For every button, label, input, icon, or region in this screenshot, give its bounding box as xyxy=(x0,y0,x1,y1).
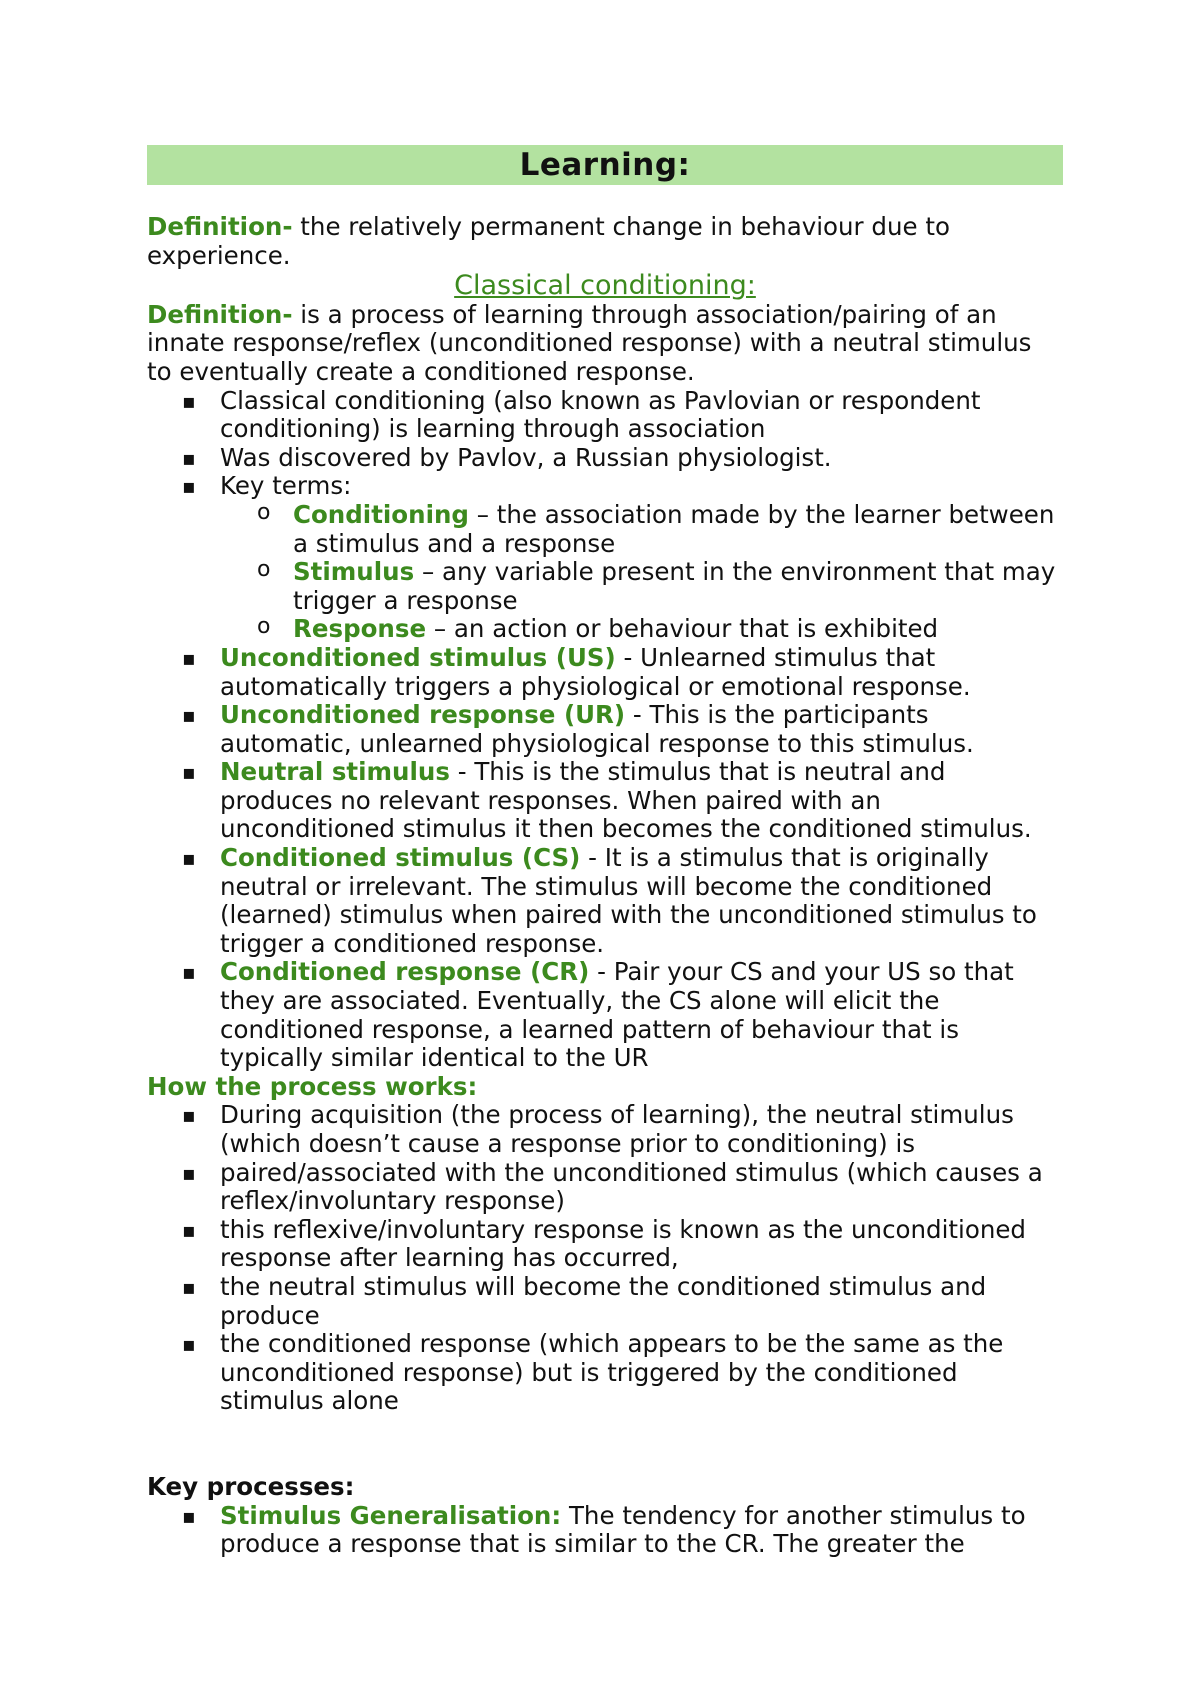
definition-label: Definition- xyxy=(147,212,293,241)
term-text: The tendency for another stimulus to produce a response that is similar to the CR. The greater the xyxy=(220,1500,1026,1559)
list-item xyxy=(147,758,1063,844)
list-item-text: the neutral stimulus will become the conditioned stimulus and produce xyxy=(220,1271,987,1330)
list-item-text: paired/associated with the unconditioned stimulus (which causes a reflex/involuntary response) xyxy=(220,1157,1043,1216)
list-item xyxy=(147,958,1063,1072)
document-page xyxy=(147,145,1063,1559)
term-label: Response xyxy=(293,614,427,644)
list-item xyxy=(147,444,1063,473)
definition-label: Definition- xyxy=(147,299,293,329)
process-heading: How the process works: xyxy=(147,1071,478,1101)
list-item xyxy=(220,558,1063,615)
term-label: Neutral stimulus xyxy=(220,757,450,787)
term-text: - Unlearned stimulus that automatically triggers a physiological or emotional response. xyxy=(220,642,971,701)
definition-text: is a process of learning through association/pairing of an innate response/reflex (unconditioned response) with a neutral stimulus to eventually create a conditioned response. xyxy=(147,299,1032,386)
list-item xyxy=(147,644,1063,701)
list-item xyxy=(147,1330,1063,1416)
list-item xyxy=(147,701,1063,758)
list-item-text: During acquisition (the process of learning), the neutral stimulus (which doesn’t cause a response prior to conditioning) is xyxy=(220,1100,1014,1158)
classical-conditioning-heading: Classical conditioning: xyxy=(454,270,756,302)
term-label: Conditioning xyxy=(293,499,469,529)
term-label: Stimulus Generalisation: xyxy=(220,1500,562,1530)
cc-definition xyxy=(147,301,1063,387)
process-list xyxy=(147,1101,1063,1416)
key-processes-list xyxy=(147,1502,1063,1559)
definitions-list xyxy=(147,644,1063,1073)
term-text: – the association made by the learner between a stimulus and a response xyxy=(293,499,1055,558)
list-item-text: Key terms: xyxy=(220,471,352,501)
list-item-text: Classical conditioning (also known as Pavlovian or respondent conditioning) is learning through association xyxy=(220,385,981,444)
term-label: Unconditioned stimulus (US) xyxy=(220,642,616,672)
list-item xyxy=(147,1273,1063,1330)
learning-definition xyxy=(147,213,1063,270)
list-item xyxy=(147,1101,1063,1158)
list-item xyxy=(147,1159,1063,1216)
page-title: Learning: xyxy=(519,146,691,183)
term-label: Conditioned stimulus (CS) xyxy=(220,843,581,873)
page-title-bar xyxy=(147,145,1063,185)
list-item xyxy=(220,615,1063,644)
list-item-text: this reflexive/involuntary response is known as the unconditioned response after learning has occurred, xyxy=(220,1214,1026,1273)
term-text: – an action or behaviour that is exhibited xyxy=(426,614,939,644)
spacer xyxy=(147,1416,1063,1473)
term-label: Conditioned response (CR) xyxy=(220,957,590,987)
term-text: - Pair your CS and your US so that they are associated. Eventually, the CS alone will elicit the conditioned response, a learned pattern of behaviour that is typically similar identical to the UR xyxy=(220,957,1014,1073)
list-item-text: the conditioned response (which appears to be the same as the unconditioned response) but is triggered by the conditioned stimulus alone xyxy=(220,1329,1004,1416)
list-item xyxy=(220,501,1063,558)
term-text: - This is the stimulus that is neutral and produces no relevant responses. When paired with an unconditioned stimulus it then becomes the conditioned stimulus. xyxy=(220,757,1032,844)
list-item xyxy=(147,844,1063,958)
definition-text: the relatively permanent change in behaviour due to experience. xyxy=(147,212,950,270)
term-text: – any variable present in the environment that may trigger a response xyxy=(293,557,1056,615)
term-text: - It is a stimulus that is originally neutral or irrelevant. The stimulus will become the conditioned (learned) stimulus when paired with the unconditioned stimulus to trigger a conditioned response. xyxy=(220,843,1037,958)
list-item-text: Was discovered by Pavlov, a Russian physiologist. xyxy=(220,442,832,472)
term-text: - This is the participants automatic, unlearned physiological response to this stimulus. xyxy=(220,700,974,758)
list-item xyxy=(147,472,1063,501)
list-item xyxy=(147,1502,1063,1559)
list-item xyxy=(147,387,1063,444)
key-processes-heading: Key processes: xyxy=(147,1471,355,1501)
term-label: Unconditioned response (UR) xyxy=(220,700,626,730)
cc-bullet-list xyxy=(147,387,1063,501)
list-item xyxy=(147,1216,1063,1273)
term-label: Stimulus xyxy=(293,557,415,587)
key-terms-list xyxy=(220,501,1063,644)
